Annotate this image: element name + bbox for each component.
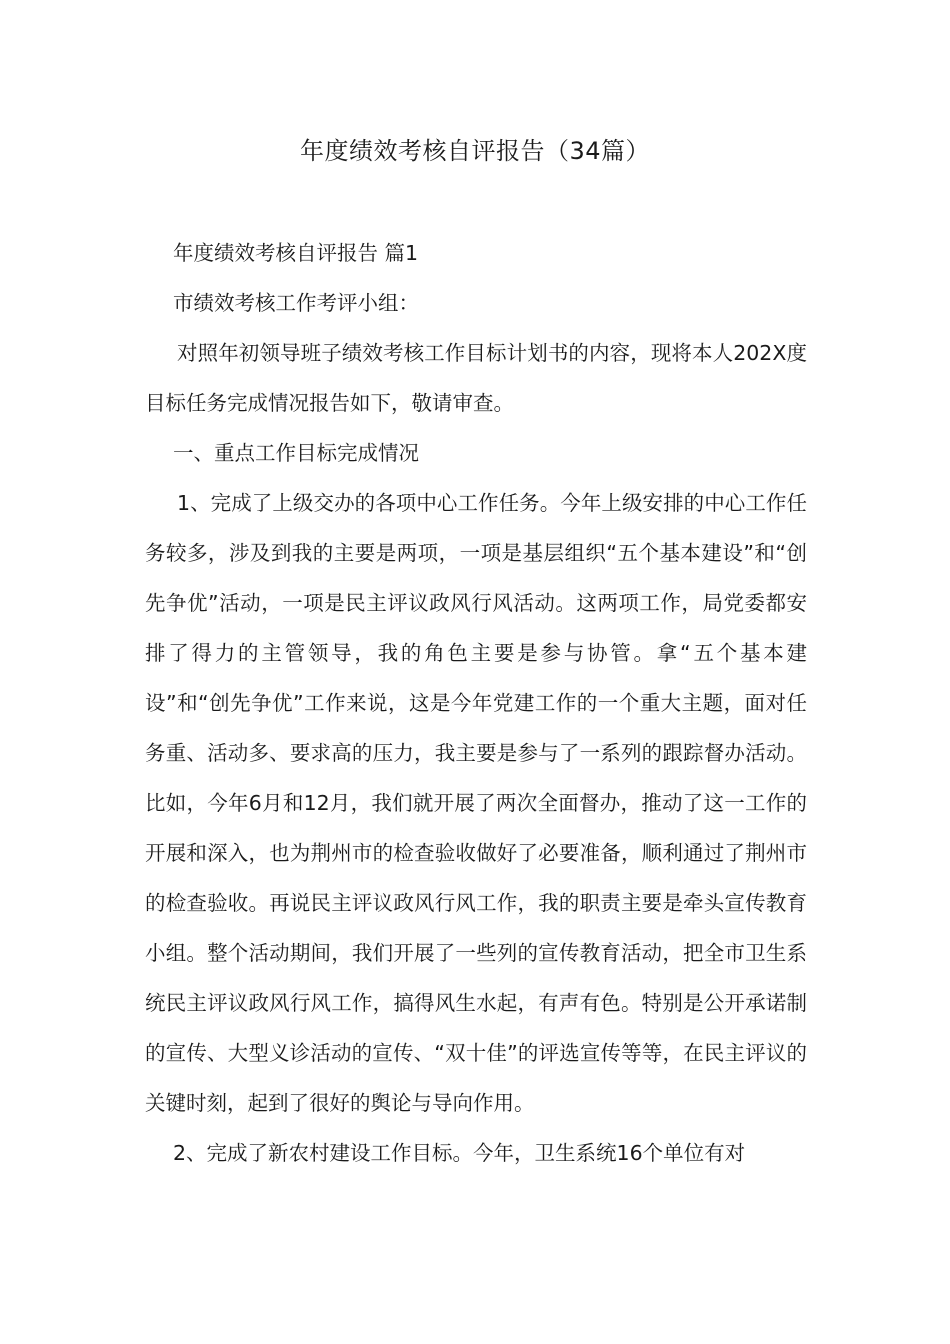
paragraph-intro: 对照年初领导班子绩效考核工作目标计划书的内容，现将本人202X度目标任务完成情况报告如下，敬请审查。 xyxy=(145,341,807,415)
paragraph-item-1: 1、完成了上级交办的各项中心工作任务。今年上级安排的中心工作任务较多，涉及到我的主要是两项，一项是基层组织“五个基本建设”和“创先争优”活动，一项是民主评议政风行风活动。这两项工作，局党委都安排了得力的主管领导，我的角色主要是参与协管。拿“五个基本建设”和“创先争优”工作来说，这是今年党建工作的一个重大主题，面对任务重、活动多、要求高的压力，我主要是参与了一系列的跟踪督办活动。比如，今年6月和12月，我们就开展了两次全面督办，推动了这一工作的开展和深入，也为荆州市的检查验收做好了必要准备，顺利通过了荆州市的检查验收。再说民主评议政风行风工作，我的职责主要是牵头宣传教育小组。整个活动期间，我们开展了一些列的宣传教育活动，把全市卫生系统民主评议政风行风工作，搞得风生水起，有声有色。特别是公开承诺制的宣传、大型义诊活动的宣传、“双十佳”的评选宣传等等，在民主评议的关键时刻，起到了很好的舆论与导向作用。 xyxy=(145,491,807,1115)
salutation: 市绩效考核工作考评小组： xyxy=(173,291,419,315)
section-heading: 年度绩效考核自评报告 篇1 xyxy=(173,241,419,265)
document-title: 年度绩效考核自评报告（34篇） xyxy=(299,137,651,165)
document-body xyxy=(145,228,807,1178)
paragraph-item-2: 2、完成了新农村建设工作目标。今年，卫生系统16个单位有对 xyxy=(173,1141,746,1165)
paragraph-heading-1: 一、重点工作目标完成情况 xyxy=(173,441,419,465)
